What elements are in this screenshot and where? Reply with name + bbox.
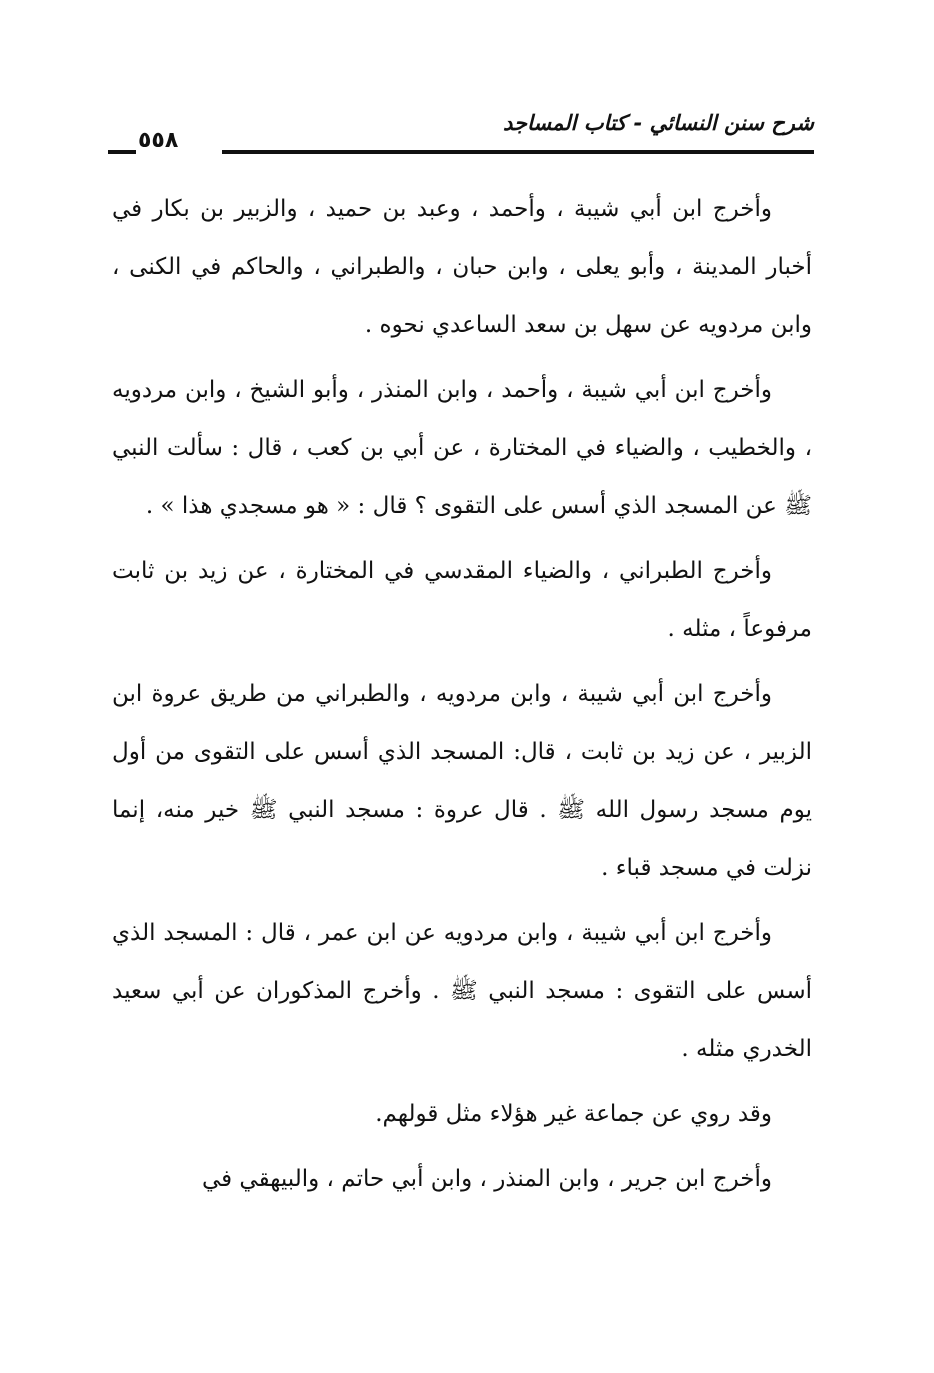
- paragraph: وقد روي عن جماعة غير هؤلاء مثل قولهم.: [375, 1101, 772, 1127]
- header-rule: [222, 150, 814, 154]
- header-rule-short: [108, 150, 136, 154]
- paragraph: وأخرج الطبراني ، والضياء المقدسي في المختارة ، عن زيد بن ثابت مرفوعاً ، مثله .: [112, 558, 812, 642]
- paragraph: وأخرج ابن أبي شيبة ، وابن مردويه عن ابن عمر ، قال : المسجد الذي أسس على التقوى : مسجد النبي ﷺ . وأخرج المذكوران عن أبي سعيد الخدري مثله .: [112, 920, 812, 1062]
- paragraph: وأخرج ابن أبي شيبة ، وابن مردويه ، والطبراني من طريق عروة ابن الزبير ، عن زيد بن ثابت ، قال: المسجد الذي أسس على التقوى من أول يوم مسجد رسول الله ﷺ . قال عروة : مسجد النبي ﷺ خير منه، إنما نزلت في مسجد قباء .: [112, 681, 812, 881]
- running-title: شرح سنن النسائي - كتاب المساجد: [503, 111, 814, 135]
- main-text: [112, 180, 812, 1208]
- paragraph: وأخرج ابن أبي شيبة ، وأحمد ، وابن المنذر ، وأبو الشيخ ، وابن مردويه ، والخطيب ، والضياء في المختارة ، عن أبي بن كعب ، قال : سألت النبي ﷺ عن المسجد الذي أسس على التقوى ؟ قال : « هو مسجدي هذا » .: [112, 377, 812, 519]
- page-header: [108, 108, 814, 158]
- paragraph: وأخرج ابن أبي شيبة ، وأحمد ، وعبد بن حميد ، والزبير بن بكار في أخبار المدينة ، وأبو يعلى ، وابن حبان ، والطبراني ، والحاكم في الكنى ، وابن مردويه عن سهل بن سعد الساعدي نحوه .: [112, 196, 812, 338]
- page-number: ٥٥٨: [138, 128, 179, 153]
- paragraph: وأخرج ابن جرير ، وابن المنذر ، وابن أبي حاتم ، والبيهقي في: [201, 1166, 772, 1192]
